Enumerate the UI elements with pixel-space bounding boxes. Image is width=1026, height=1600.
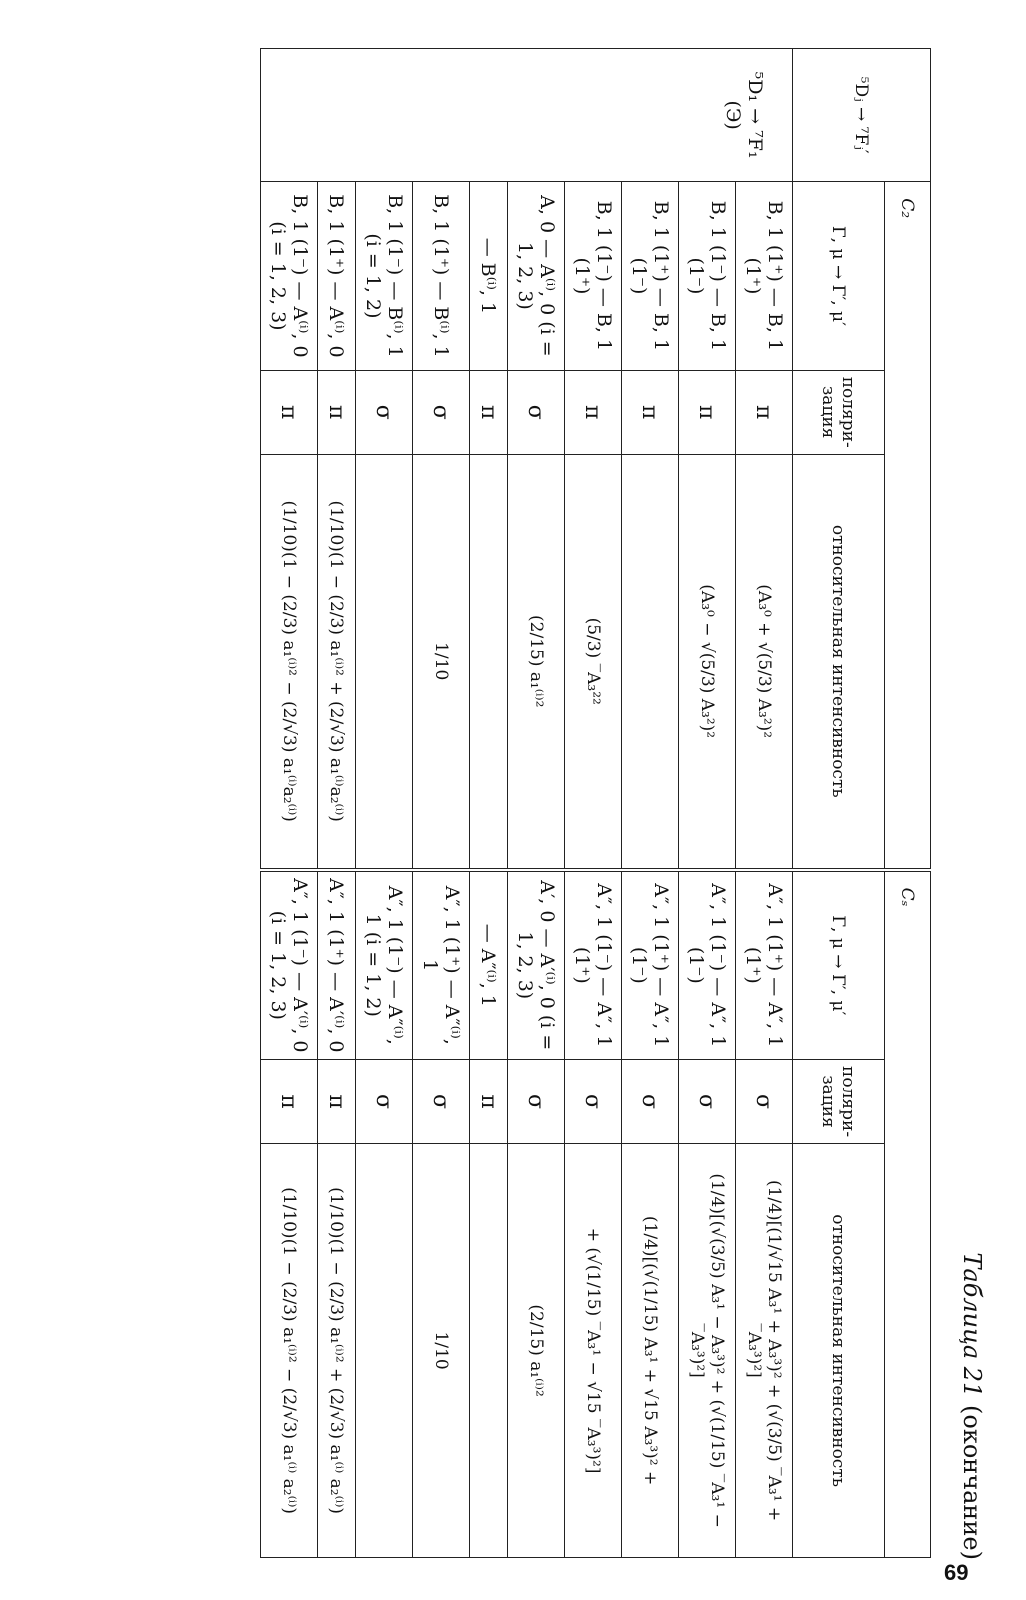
c2-pair: B, 1 (1⁻) — B⁽ⁱ⁾, 1 (i = 1, 2) bbox=[356, 182, 413, 370]
cs-polarization: π bbox=[470, 1059, 508, 1143]
header-group-cs: Cₛ bbox=[885, 870, 931, 1558]
table-row bbox=[318, 49, 356, 1558]
c2-pair: B, 1 (1⁺) — B, 1 (1⁻) bbox=[622, 182, 679, 370]
cs-intensity: (1/4)[(√(1/15) A₃¹ + √15 A₃³)² + bbox=[622, 1144, 679, 1558]
cs-intensity: + (√(1/15) ‾A₃¹ − √15 ‾A₃³)²] bbox=[565, 1144, 622, 1558]
header-polarization-c2: поляри-зация bbox=[793, 370, 885, 454]
cs-pair: A′, 0 — A′⁽ⁱ⁾, 0 (i = 1, 2, 3) bbox=[508, 870, 565, 1060]
c2-pair: B, 1 (1⁻) — B, 1 (1⁻) bbox=[679, 182, 736, 370]
c2-intensity: (2/15) a₁⁽ⁱ⁾² bbox=[508, 454, 565, 869]
cs-pair: A″, 1 (1⁺) — A′⁽ⁱ⁾, 0 bbox=[318, 870, 356, 1060]
cs-intensity: 1/10 bbox=[413, 1144, 470, 1558]
table-row bbox=[470, 49, 508, 1558]
c2-pair: B, 1 (1⁻) — A⁽ⁱ⁾, 0 (i = 1, 2, 3) bbox=[261, 182, 318, 370]
cs-intensity bbox=[356, 1144, 413, 1558]
table-row bbox=[622, 49, 679, 1558]
c2-intensity: 1/10 bbox=[413, 454, 470, 869]
cs-pair: A″, 1 (1⁺) — A″⁽ⁱ⁾, 1 bbox=[413, 870, 470, 1060]
c2-polarization: π bbox=[318, 370, 356, 454]
c2-intensity: (1/10)(1 − (2/3) a₁⁽ⁱ⁾² − (2/√3) a₁⁽ⁱ⁾a₂⁽ⁱ⁾) bbox=[261, 454, 318, 869]
c2-intensity: (A₃⁰ − √(5/3) A₃²)² bbox=[679, 454, 736, 869]
cs-polarization: σ bbox=[413, 1059, 470, 1143]
cs-intensity: (1/10)(1 − (2/3) a₁⁽ⁱ⁾² + (2/√3) a₁⁽ⁱ⁾ a₂⁽ⁱ⁾) bbox=[318, 1144, 356, 1558]
cs-pair: A″, 1 (1⁻) — A″, 1 (1⁻) bbox=[679, 870, 736, 1060]
cs-polarization: π bbox=[318, 1059, 356, 1143]
table-row bbox=[356, 49, 413, 1558]
cs-pair: A″, 1 (1⁻) — A″, 1 (1⁺) bbox=[565, 870, 622, 1060]
header-intensity-cs: относительная интенсивность bbox=[793, 1144, 885, 1558]
table-row bbox=[565, 49, 622, 1558]
cs-polarization: π bbox=[261, 1059, 318, 1143]
header-pair-cs: Γ, μ → Γ′, μ′ bbox=[793, 870, 885, 1060]
c2-polarization: π bbox=[565, 370, 622, 454]
table-row bbox=[261, 49, 318, 1558]
header-row-groups bbox=[885, 49, 931, 1558]
c2-intensity bbox=[356, 454, 413, 869]
spectral-transition-table bbox=[260, 48, 931, 1558]
table-row bbox=[413, 49, 470, 1558]
cs-pair: A″, 1 (1⁺) — A″, 1 (1⁺) bbox=[736, 870, 793, 1060]
c2-pair: B, 1 (1⁺) — B, 1 (1⁺) bbox=[736, 182, 793, 370]
c2-pair: B, 1 (1⁺) — B⁽ⁱ⁾, 1 bbox=[413, 182, 470, 370]
cs-intensity: (1/10)(1 − (2/3) a₁⁽ⁱ⁾² − (2/√3) a₁⁽ⁱ⁾ a₂⁽ⁱ⁾) bbox=[261, 1144, 318, 1558]
table-caption-continuation: (окончание) bbox=[958, 1405, 986, 1560]
cs-intensity bbox=[470, 1144, 508, 1558]
cs-pair: A″, 1 (1⁻) — A″⁽ⁱ⁾, 1 (i = 1, 2) bbox=[356, 870, 413, 1060]
cs-polarization: σ bbox=[622, 1059, 679, 1143]
cs-intensity: (1/4)[(1/√15 A₃¹ + A₃³)² + (√(3/5) ‾A₃¹ + ‾A₃³)²] bbox=[736, 1144, 793, 1558]
table-body bbox=[261, 49, 793, 1558]
transition-cell bbox=[261, 49, 793, 182]
c2-polarization: σ bbox=[356, 370, 413, 454]
header-pair-c2: Γ, μ → Γ′, μ′ bbox=[793, 182, 885, 370]
c2-polarization: π bbox=[679, 370, 736, 454]
cs-polarization: σ bbox=[736, 1059, 793, 1143]
c2-pair: B, 1 (1⁺) — A⁽ⁱ⁾, 0 bbox=[318, 182, 356, 370]
c2-pair: B, 1 (1⁻) — B, 1 (1⁺) bbox=[565, 182, 622, 370]
cs-pair: A″, 1 (1⁺) — A″, 1 (1⁻) bbox=[622, 870, 679, 1060]
cs-polarization: σ bbox=[565, 1059, 622, 1143]
c2-intensity bbox=[622, 454, 679, 869]
c2-polarization: π bbox=[261, 370, 318, 454]
c2-intensity: (5/3) ‾A₃²² bbox=[565, 454, 622, 869]
c2-polarization: σ bbox=[508, 370, 565, 454]
c2-intensity bbox=[470, 454, 508, 869]
c2-intensity: (1/10)(1 − (2/3) a₁⁽ⁱ⁾² + (2/√3) a₁⁽ⁱ⁾a₂⁽ⁱ⁾) bbox=[318, 454, 356, 869]
table-row bbox=[508, 49, 565, 1558]
cs-polarization: σ bbox=[356, 1059, 413, 1143]
header-row-columns bbox=[793, 49, 885, 1558]
page-number: 69 bbox=[944, 1560, 969, 1585]
c2-polarization: π bbox=[470, 370, 508, 454]
cs-intensity: (2/15) a₁⁽ⁱ⁾² bbox=[508, 1144, 565, 1558]
table-caption bbox=[958, 1000, 986, 1560]
table-row bbox=[679, 49, 736, 1558]
c2-pair: — B⁽ⁱ⁾, 1 bbox=[470, 182, 508, 370]
c2-intensity: (A₃⁰ + √(5/3) A₃²)² bbox=[736, 454, 793, 869]
cs-pair: A″, 1 (1⁻) — A′⁽ⁱ⁾, 0 (i = 1, 2, 3) bbox=[261, 870, 318, 1060]
header-group-c2: C₂ bbox=[885, 182, 931, 870]
header-polarization-cs: поляри-зация bbox=[793, 1059, 885, 1143]
header-transition: ⁵Dⱼ → ⁷Fⱼ′ bbox=[793, 49, 931, 182]
table-row bbox=[736, 49, 793, 1558]
cs-polarization: σ bbox=[679, 1059, 736, 1143]
transition-sublabel: (Э) bbox=[722, 100, 744, 130]
cs-intensity: (1/4)[(√(3/5) A₃¹ − A₃³)² + (√(1/15) ‾A₃¹ − ‾A₃³)²] bbox=[679, 1144, 736, 1558]
header-intensity-c2: относительная интенсивность bbox=[793, 454, 885, 869]
cs-pair: — A″⁽ⁱ⁾, 1 bbox=[470, 870, 508, 1060]
cs-polarization: σ bbox=[508, 1059, 565, 1143]
transition-label: ⁵D₁ → ⁷F₁ bbox=[744, 71, 766, 159]
c2-polarization: π bbox=[622, 370, 679, 454]
c2-polarization: π bbox=[736, 370, 793, 454]
c2-polarization: σ bbox=[413, 370, 470, 454]
table-caption-label: Таблица 21 bbox=[958, 1252, 986, 1398]
c2-pair: A, 0 — A⁽ⁱ⁾, 0 (i = 1, 2, 3) bbox=[508, 182, 565, 370]
